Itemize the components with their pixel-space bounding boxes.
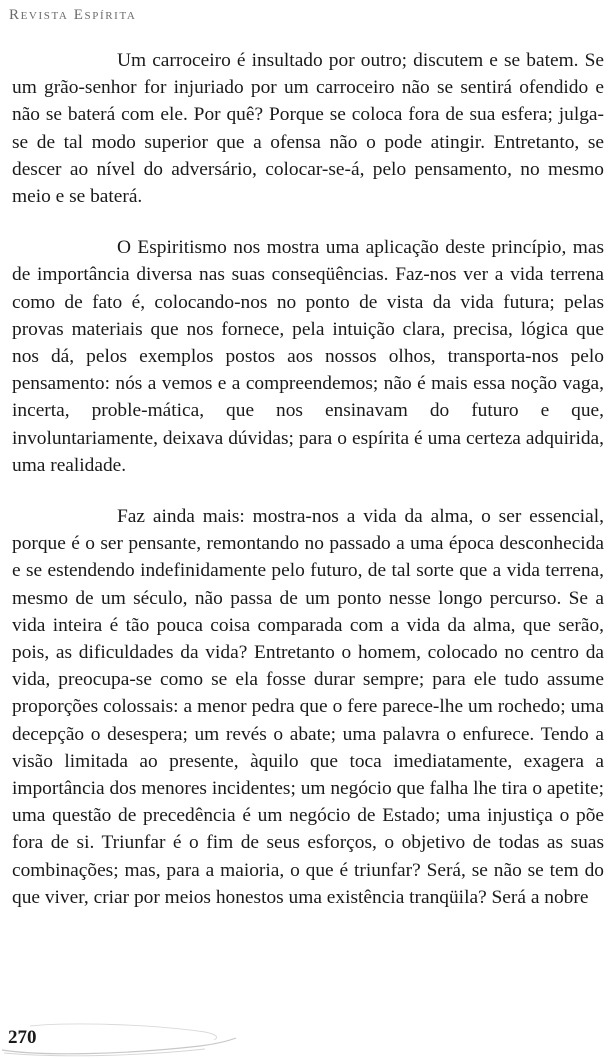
paragraph-3: Faz ainda mais: mostra-nos a vida da alma, o ser essencial, porque é o ser pensante, remontando no passado a uma época desconhecida e se estendendo indefinidamente pelo futuro, de tal sorte que a vida terrena, mesmo de um século, não passa de um ponto nesse longo percurso. Se a vida inteira é tão pouca coisa comparada com a vida da alma, que serão, pois, as dificuldades da vida? Entretanto o homem, colocado no centro da vida, preocupa-se como se ela fosse durar sempre; para ele tudo assume proporções colossais: a menor pedra que o fere parece-lhe um rochedo; uma decepção o desespera; um revés o abate; uma palavra o enfurece. Tendo a visão limitada ao presente, àquilo que toca imediatamente, exagera a importância dos menores incidentes; um negócio que falha lhe tira o apetite; uma questão de precedência é um negócio de Estado; uma injustiça o põe fora de si. Triunfar é o fim de seus esforços, o objetivo de todas as suas combinações; mas, para a maioria, o que é triunfar? Será, se não se tem do que viver, criar por meios honestos uma existência tranqüila? Será a nobre <box>12 506 604 908</box>
running-head: Revista Espírita <box>9 7 137 23</box>
body-text <box>12 47 604 935</box>
paragraph-1: Um carroceiro é insultado por outro; discutem e se batem. Se um grão-senhor for injuriado por um carroceiro não se sentirá ofendido e não se baterá com ele. Por quê? Porque se coloca fora de sua esfera; julga-se de tal modo superior que a ofensa não o pode atingir. Entretanto, se descer ao nível do adversário, colocar-se-á, pelo pensamento, no mesmo meio e se baterá. <box>12 50 604 208</box>
page-number: 270 <box>8 1027 37 1048</box>
page-footer <box>0 1020 240 1058</box>
paragraph-2: O Espiritismo nos mostra uma aplicação deste princípio, mas de importância diversa nas suas conseqüências. Faz-nos ver a vida terrena como de fato é, colocando-nos no ponto de vista da vida futura; pelas provas materiais que nos fornece, pela intuição clara, precisa, lógica que nos dá, pelos exemplos postos aos nossos olhos, transporta-nos pelo pensamento: nós a vemos e a compreendemos; não é mais essa noção vaga, incerta, proble-mática, que nos ensinavam do futuro e que, involuntariamente, deixava dúvidas; para o espírita é uma certeza adquirida, uma realidade. <box>12 237 604 476</box>
